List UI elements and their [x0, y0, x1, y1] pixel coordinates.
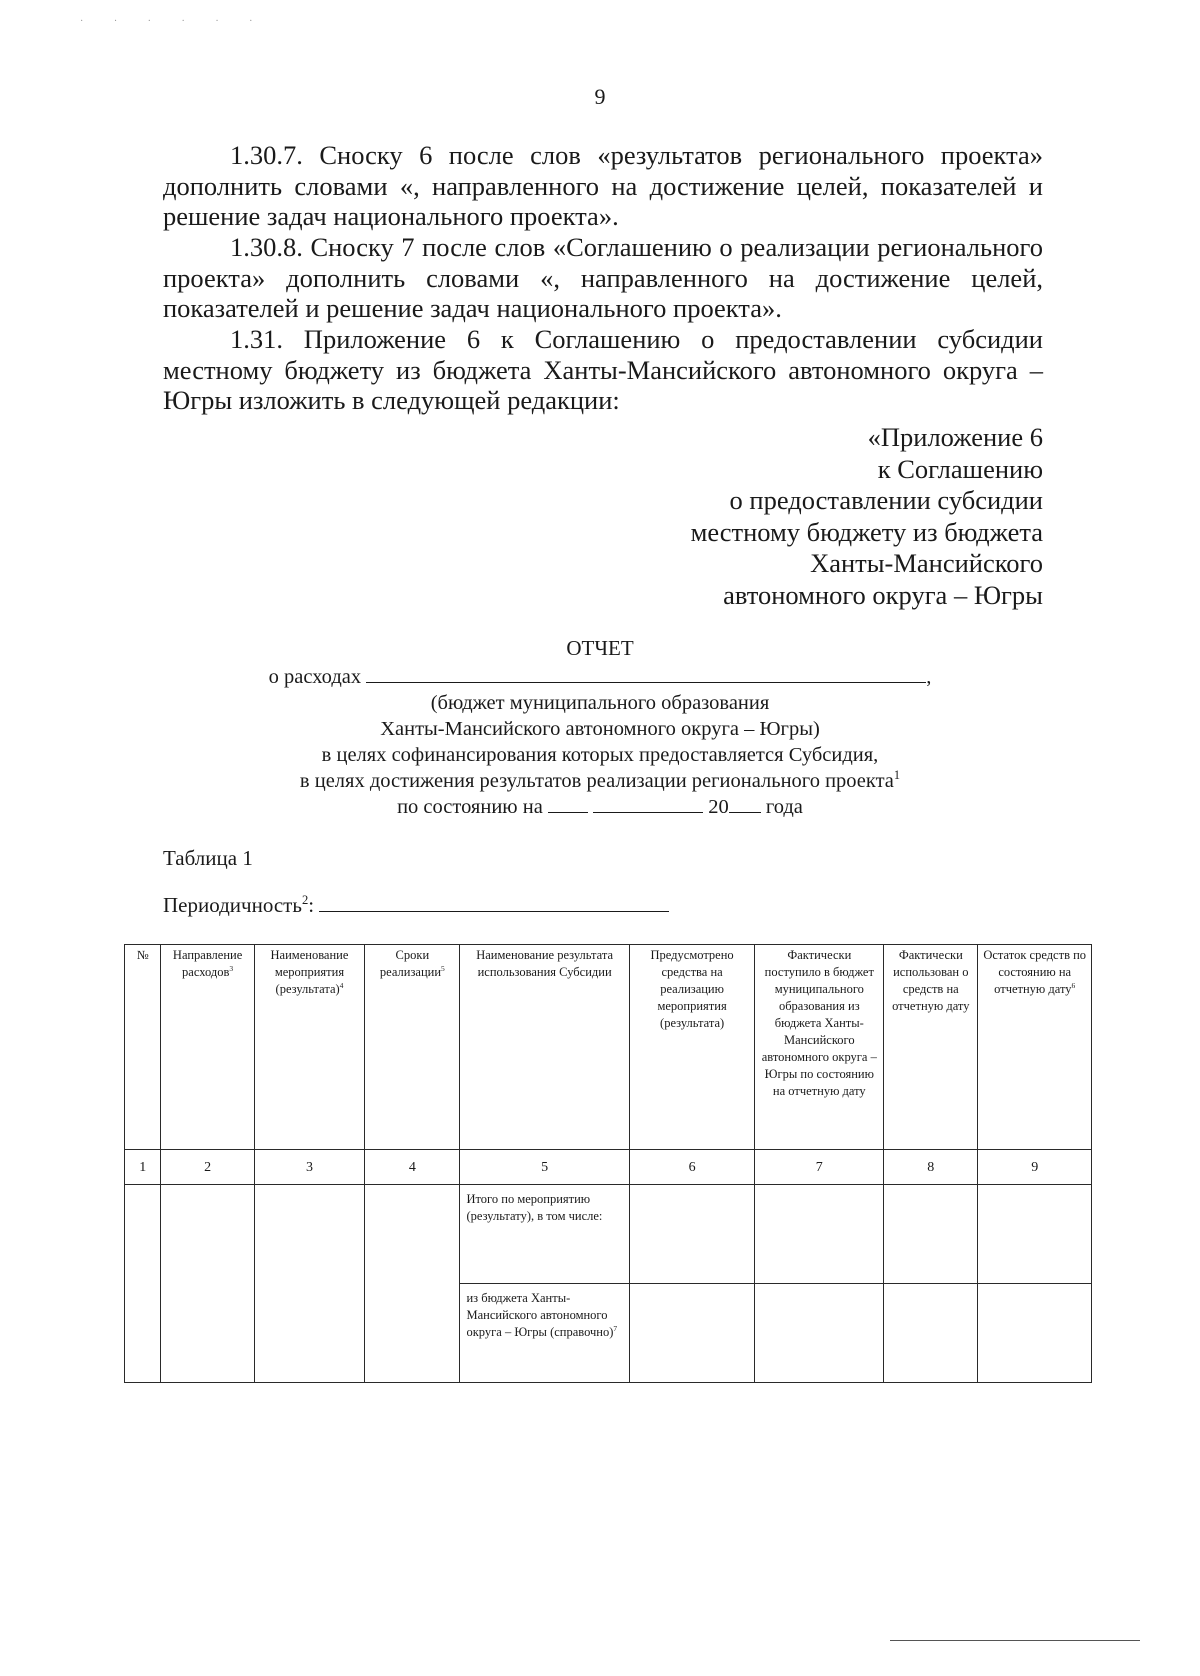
table-cell	[978, 1284, 1092, 1383]
row-label-district-budget: из бюджета Ханты-Мансийского автономного округа – Югры (справочно)$^7$	[460, 1284, 629, 1383]
column-number: 4	[365, 1150, 460, 1185]
column-number: 2	[161, 1150, 254, 1185]
column-header: Остаток средств по состоянию на отчетную дату$^6$	[978, 945, 1092, 1150]
report-line-3: Ханты-Мансийского автономного округа – Югры)	[380, 718, 820, 740]
blank-day	[548, 794, 588, 813]
column-header: Направление расходов$^3$	[161, 945, 254, 1150]
report-line-5	[0, 768, 1200, 794]
table-label: Таблица 1	[163, 846, 253, 870]
appendix-line: «Приложение 6	[867, 422, 1043, 452]
page-number: 9	[594, 84, 606, 109]
report-date-line	[0, 794, 1200, 820]
column-number: 5	[460, 1150, 629, 1185]
row-label-total: Итого по мероприятию (результату), в том числе:	[460, 1185, 629, 1284]
report-table	[124, 944, 1092, 1383]
appendix-line: к Соглашению	[877, 453, 1043, 484]
column-header: Наименование мероприятия (результата)$^4$	[254, 945, 364, 1150]
table-cell	[629, 1185, 755, 1284]
column-header: №	[125, 945, 161, 1150]
column-header: Фактически поступило в бюджет муниципального образования из бюджета Ханты-Мансийского автономного округа – Югры по состоянию на отчетную дату	[755, 945, 884, 1150]
table-cell	[978, 1185, 1092, 1284]
appendix-line: местному бюджету из бюджета	[690, 516, 1043, 547]
column-number: 7	[755, 1150, 884, 1185]
column-header: Фактически использован о средств на отчетную дату	[884, 945, 978, 1150]
report-expenses-label: о расходах	[268, 666, 362, 688]
table-header-row	[125, 945, 1092, 1150]
table-cell	[125, 1185, 161, 1383]
footnote-ref-1: 1	[893, 768, 901, 783]
column-number: 6	[629, 1150, 755, 1185]
column-header: Наименование результата использования Субсидии	[460, 945, 629, 1150]
table-cell	[755, 1185, 884, 1284]
paragraph-1-31-text: 1.31. Приложение 6 к Соглашению о предоставлении субсидии местному бюджету из бюджета Ханты-Мансийского автономного округа – Югры изложить в следующей редакции:	[163, 324, 1043, 415]
report-line-5-text: в целях достижения результатов реализации регионального проекта	[299, 770, 894, 792]
report-line-2: (бюджет муниципального образования	[430, 692, 770, 714]
appendix-line: о предоставлении субсидии	[729, 485, 1043, 515]
appendix-line: Ханты-Мансийского	[810, 548, 1043, 578]
report-expenses-line	[0, 664, 1200, 690]
table-cell	[629, 1284, 755, 1383]
column-header: Сроки реализации$^5$	[365, 945, 460, 1150]
footnote-ref-2: 2	[301, 893, 309, 907]
table-cell	[884, 1284, 978, 1383]
paragraph-1-30-8-text: 1.30.8. Сноску 7 после слов «Соглашению о реализации регионального проекта» дополнить словами «, направленного на достижение целей, показателей и решение задач национального проекта».	[163, 232, 1043, 323]
table-cell	[755, 1284, 884, 1383]
paragraph-1-30-8	[163, 232, 1043, 324]
column-header: Предусмотрено средства на реализацию мероприятия (результата)	[629, 945, 755, 1150]
report-year-prefix: 20	[708, 796, 729, 818]
paragraph-1-30-7-text: 1.30.7. Сноску 6 после слов «результатов регионального проекта» дополнить словами «, направленного на достижение целей, показателей и решение задач национального проекта».	[163, 140, 1043, 231]
appendix-heading	[691, 422, 1043, 611]
table-cell	[254, 1185, 364, 1383]
column-number: 9	[978, 1150, 1092, 1185]
report-expenses-comma: ,	[926, 666, 932, 688]
report-line-4: в целях софинансирования которых предоставляется Субсидия,	[321, 744, 879, 766]
appendix-line: автономного округа – Югры	[723, 579, 1043, 610]
periodicity-colon: :	[308, 893, 315, 917]
periodicity-line	[163, 893, 669, 918]
column-number-row	[125, 1150, 1092, 1185]
paragraph-1-31	[163, 324, 1043, 416]
blank-periodicity	[319, 893, 669, 912]
scan-artifact: · · · · · ·	[80, 16, 267, 27]
blank-budget-name	[366, 664, 926, 683]
report-year-suffix: года	[765, 796, 803, 818]
paragraph-1-30-7	[163, 140, 1043, 232]
table-cell	[161, 1185, 254, 1383]
periodicity-label: Периодичность	[163, 893, 302, 917]
table-cell	[884, 1185, 978, 1284]
blank-month	[593, 794, 703, 813]
footnote-ref-7: 7	[613, 1323, 618, 1333]
footer-rule	[890, 1640, 1140, 1641]
report-date-label: по состоянию на	[397, 796, 543, 818]
blank-year	[729, 794, 761, 813]
column-number: 3	[254, 1150, 364, 1185]
column-number: 8	[884, 1150, 978, 1185]
report-title: ОТЧЕТ	[566, 636, 634, 660]
table-cell	[365, 1185, 460, 1383]
table-row-total	[125, 1185, 1092, 1284]
column-number: 1	[125, 1150, 161, 1185]
